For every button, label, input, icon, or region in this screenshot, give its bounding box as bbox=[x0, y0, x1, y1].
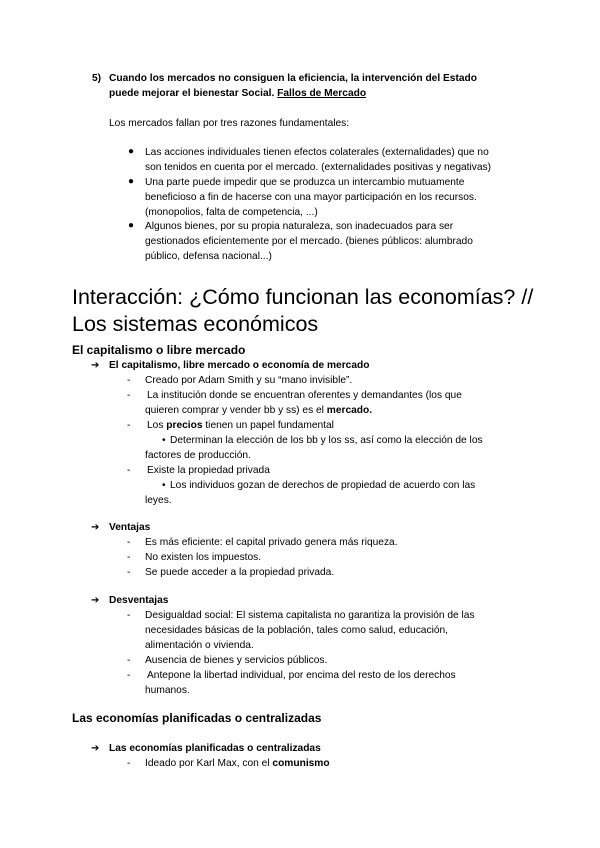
arrow-icon: ➔ bbox=[91, 522, 100, 533]
planned-d1: Ideado por Karl Max, con el comunismo bbox=[145, 758, 330, 769]
arrow-icon: ➔ bbox=[91, 595, 100, 606]
desventajas-title: Desventajas bbox=[109, 595, 169, 606]
bullet-icon: ● bbox=[128, 220, 135, 231]
planned-item-title: Las economías planificadas o centralizadas bbox=[109, 743, 321, 754]
capitalism-s3-line1: Determinan la elección de los bb y los ss, así como la elección de los bbox=[170, 435, 483, 446]
ventaja-2: No existen los impuestos. bbox=[145, 552, 262, 563]
bullet-2-line1: Una parte puede impedir que se produzca un intercambio mutuamente bbox=[145, 177, 465, 188]
desventaja-2: Ausencia de bienes y servicios públicos. bbox=[145, 655, 328, 666]
dash: - bbox=[127, 420, 131, 431]
bullet-icon: ● bbox=[128, 146, 135, 157]
capitalism-d4: Existe la propiedad privada bbox=[147, 465, 270, 476]
capitalism-d3: Los precios tienen un papel fundamental bbox=[147, 420, 334, 431]
dash: - bbox=[127, 655, 131, 666]
capitalism-s4-line2: leyes. bbox=[145, 495, 172, 506]
desventaja-3-line1: Antepone la libertad individual, por encima del resto de los derechos bbox=[147, 670, 456, 681]
sub-bullet-icon: • bbox=[162, 435, 166, 446]
capitalism-heading: El capitalismo o libre mercado bbox=[72, 343, 246, 357]
main-heading-line2: Los sistemas económicos bbox=[72, 312, 319, 336]
section-intro: Los mercados fallan por tres razones fundamentales: bbox=[109, 118, 350, 129]
bullet-icon: ● bbox=[128, 176, 135, 187]
capitalism-d1: Creado por Adam Smith y su “mano invisible”. bbox=[145, 375, 353, 386]
ventaja-3: Se puede acceder a la propiedad privada. bbox=[145, 567, 335, 578]
capitalism-d2-line1: La institución donde se encuentran oferentes y demandantes (los que bbox=[147, 390, 462, 401]
desventaja-1-line1: Desigualdad social: El sistema capitalista no garantiza la provisión de las bbox=[145, 610, 475, 621]
arrow-icon: ➔ bbox=[91, 743, 100, 754]
section-title-line1: Cuando los mercados no consiguen la eficiencia, la intervención del Estado bbox=[109, 73, 477, 84]
desventaja-1-line3: alimentación o vivienda. bbox=[145, 640, 254, 651]
ventaja-1: Es más eficiente: el capital privado genera más riqueza. bbox=[145, 537, 398, 548]
dash: - bbox=[127, 537, 131, 548]
dash: - bbox=[127, 552, 131, 563]
ventajas-title: Ventajas bbox=[109, 522, 151, 533]
section-title-line2: puede mejorar el bienestar Social. Fallos de Mercado bbox=[109, 88, 367, 99]
arrow-icon: ➔ bbox=[91, 360, 100, 371]
bullet-1-line1: Las acciones individuales tienen efectos colaterales (externalidades) que no bbox=[145, 147, 489, 158]
bullet-3-line1: Algunos bienes, por su propia naturaleza, son inadecuados para ser bbox=[145, 221, 454, 232]
dash: - bbox=[127, 670, 131, 681]
bullet-3-line2: gestionados eficientemente por el mercado. (bienes públicos: alumbrado bbox=[145, 236, 473, 247]
planned-heading: Las economías planificadas o centralizadas bbox=[72, 711, 322, 725]
bullet-3-line3: público, defensa nacional...) bbox=[145, 251, 272, 262]
bullet-2-line3: (monopolios, falta de competencia, ...) bbox=[145, 207, 318, 218]
dash: - bbox=[127, 758, 131, 769]
dash: - bbox=[127, 375, 131, 386]
dash: - bbox=[127, 567, 131, 578]
bullet-1-line2: son tenidos en cuenta por el mercado. (externalidades positivas y negativas) bbox=[145, 162, 492, 173]
dash: - bbox=[127, 390, 131, 401]
dash: - bbox=[127, 465, 131, 476]
section-number: 5) bbox=[92, 73, 102, 84]
bullet-2-line2: beneficioso a fin de hacerse con una mayor participación en los recursos. bbox=[145, 192, 477, 203]
section-title-link: Fallos de Mercado bbox=[277, 88, 367, 99]
capitalism-item-title: El capitalismo, libre mercado o economía de mercado bbox=[109, 360, 370, 371]
capitalism-d2-line2: quieren comprar y vender bb y ss) es el mercado. bbox=[145, 405, 373, 416]
capitalism-s3-line2: factores de producción. bbox=[145, 450, 251, 461]
sub-bullet-icon: • bbox=[162, 480, 166, 491]
desventaja-1-line2: necesidades básicas de la población, tales como salud, educación, bbox=[145, 625, 448, 636]
main-heading-line1: Interacción: ¿Cómo funcionan las economías? // bbox=[72, 285, 534, 309]
dash: - bbox=[127, 610, 131, 621]
capitalism-s4-line1: Los individuos gozan de derechos de propiedad de acuerdo con las bbox=[170, 480, 476, 491]
desventaja-3-line2: humanos. bbox=[145, 685, 190, 696]
